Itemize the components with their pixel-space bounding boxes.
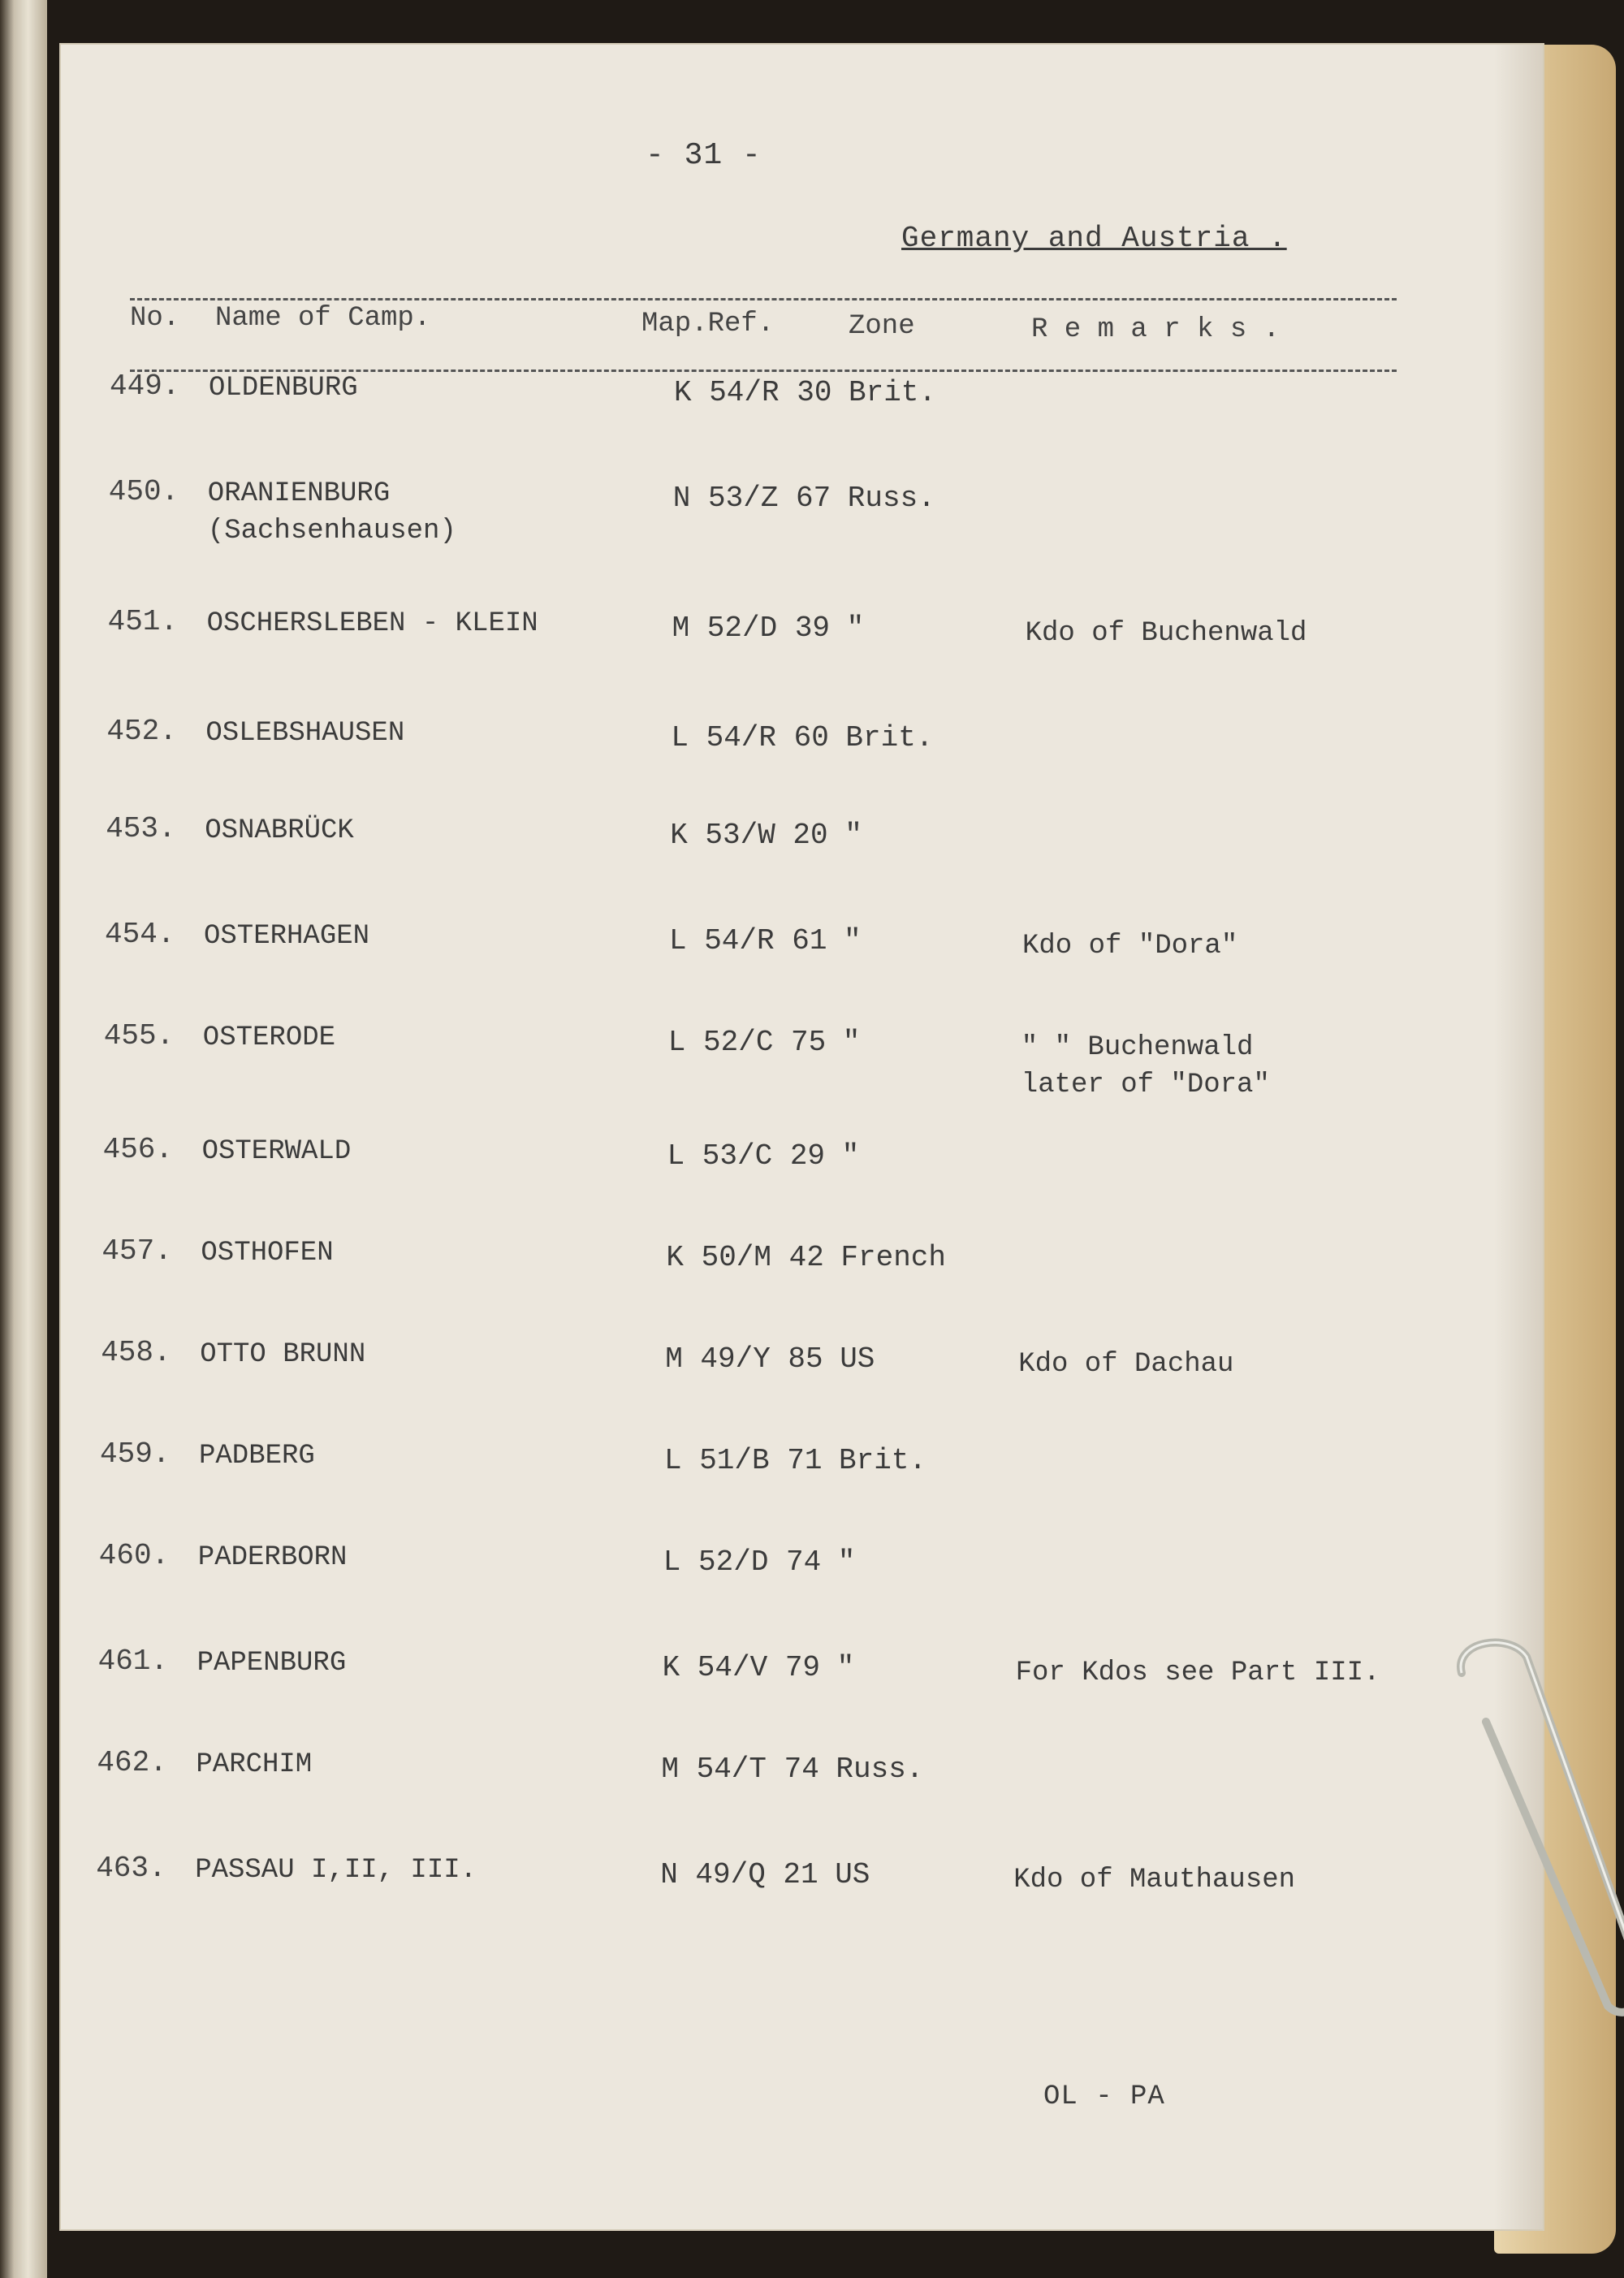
camp-name: PAPENBURG xyxy=(197,1648,347,1679)
row-number: 457. xyxy=(102,1234,172,1268)
table-row xyxy=(102,1234,1433,1332)
zone-label: US xyxy=(835,1858,870,1891)
map-reference: L 52/C 75 xyxy=(667,1026,827,1059)
camp-name: OSNABRÜCK xyxy=(205,815,354,846)
table-row xyxy=(106,715,1438,812)
row-number: 460. xyxy=(98,1539,170,1572)
remark-text: Kdo of "Dora" xyxy=(1022,931,1238,962)
zone-label: Brit. xyxy=(849,376,937,409)
table-row xyxy=(100,1437,1432,1535)
remark-text: Kdo of Buchenwald xyxy=(1025,618,1307,649)
row-number: 458. xyxy=(101,1336,171,1369)
book-binding-left xyxy=(0,0,47,2278)
header-remarks: R e m a r k s . xyxy=(1031,314,1281,345)
zone-label: US xyxy=(840,1342,875,1376)
row-number: 456. xyxy=(102,1133,174,1166)
camp-name: PADBERG xyxy=(199,1441,315,1472)
camp-name: PASSAU I,II, III. xyxy=(195,1855,477,1886)
table-row xyxy=(108,605,1440,702)
row-number: 461. xyxy=(97,1645,169,1678)
map-reference: L 53/C 29 xyxy=(667,1139,826,1173)
map-reference: M 54/T 74 xyxy=(661,1753,819,1786)
row-number: 452. xyxy=(106,715,177,748)
camp-name: OTTO BRUNN xyxy=(200,1339,366,1370)
remark-text: " " Buchenwald later of "Dora" xyxy=(1021,1032,1270,1100)
map-reference: K 50/M 42 xyxy=(666,1241,824,1274)
zone-label: " xyxy=(844,819,862,852)
map-reference: M 49/Y 85 xyxy=(665,1342,823,1376)
map-reference: L 51/B 71 xyxy=(664,1444,823,1477)
row-number: 451. xyxy=(107,605,179,638)
row-number: 450. xyxy=(108,475,179,508)
table-row xyxy=(101,1336,1432,1433)
row-number: 453. xyxy=(106,812,176,845)
region-title: Germany and Austria . xyxy=(901,222,1287,255)
camp-name: OSTERODE xyxy=(202,1022,336,1053)
row-number: 462. xyxy=(97,1746,167,1779)
page-number: - 31 - xyxy=(646,138,762,173)
header-zone: Zone xyxy=(849,311,915,342)
remark-text: Kdo of Dachau xyxy=(1018,1349,1234,1380)
document-page xyxy=(61,45,1543,2229)
map-reference: M 52/D 39 xyxy=(672,612,831,645)
map-reference: K 53/W 20 xyxy=(670,819,828,852)
remark-text: Kdo of Mauthausen xyxy=(1013,1865,1296,1895)
table-row xyxy=(106,812,1437,910)
camp-name: PADERBORN xyxy=(197,1542,348,1573)
table-row xyxy=(99,1539,1431,1636)
row-number: 454. xyxy=(105,918,175,951)
header-rule-top xyxy=(130,298,1397,300)
paper-clip-icon xyxy=(1437,1624,1624,2030)
map-reference: L 54/R 60 xyxy=(671,721,829,754)
header-no: No. xyxy=(130,303,180,334)
map-reference: N 53/Z 67 xyxy=(672,482,831,515)
camp-name: OLDENBURG xyxy=(209,373,358,404)
row-number: 459. xyxy=(100,1437,171,1471)
zone-label: Russ. xyxy=(836,1753,924,1786)
camp-name: PARCHIM xyxy=(196,1749,313,1780)
zone-label: Brit. xyxy=(839,1444,927,1477)
zone-label: Brit. xyxy=(845,721,934,754)
table-row xyxy=(96,1852,1427,1949)
camp-name: OSTERHAGEN xyxy=(204,921,370,952)
camp-name: OSTHOFEN xyxy=(201,1238,334,1269)
remark-text: For Kdos see Part III. xyxy=(1015,1658,1380,1688)
camp-name: OSCHERSLEBEN - KLEIN xyxy=(206,608,538,639)
camp-name: ORANIENBURG (Sachsenhausen) xyxy=(207,478,456,547)
map-reference: L 54/R 61 xyxy=(669,924,827,957)
table-row xyxy=(97,1746,1428,1844)
camp-name: OSTERWALD xyxy=(201,1136,352,1167)
map-reference: K 54/R 30 xyxy=(674,376,832,409)
table-row xyxy=(98,1645,1430,1742)
row-number: 449. xyxy=(110,370,180,403)
zone-label: " xyxy=(837,1545,856,1579)
table-row xyxy=(110,370,1441,467)
map-reference: K 54/V 79 xyxy=(662,1651,821,1684)
header-map-ref: Map.Ref. xyxy=(641,309,775,339)
camp-name: OSLEBSHAUSEN xyxy=(205,718,405,749)
zone-label: " xyxy=(844,924,862,957)
zone-label: " xyxy=(846,612,865,645)
zone-label: French xyxy=(840,1241,947,1274)
table-row xyxy=(105,918,1436,1015)
zone-label: Russ. xyxy=(847,482,935,515)
table-row xyxy=(104,1019,1436,1117)
zone-label: " xyxy=(841,1139,860,1173)
zone-label: " xyxy=(836,1651,855,1684)
page-footer: OL - PA xyxy=(1043,2081,1165,2112)
map-reference: L 52/D 74 xyxy=(663,1545,822,1579)
row-number: 463. xyxy=(96,1852,166,1885)
table-row xyxy=(109,475,1440,573)
row-number: 455. xyxy=(103,1019,175,1053)
header-name: Name of Camp. xyxy=(215,303,431,334)
map-reference: N 49/Q 21 xyxy=(660,1858,818,1891)
table-row xyxy=(103,1133,1435,1230)
zone-label: " xyxy=(842,1026,861,1059)
